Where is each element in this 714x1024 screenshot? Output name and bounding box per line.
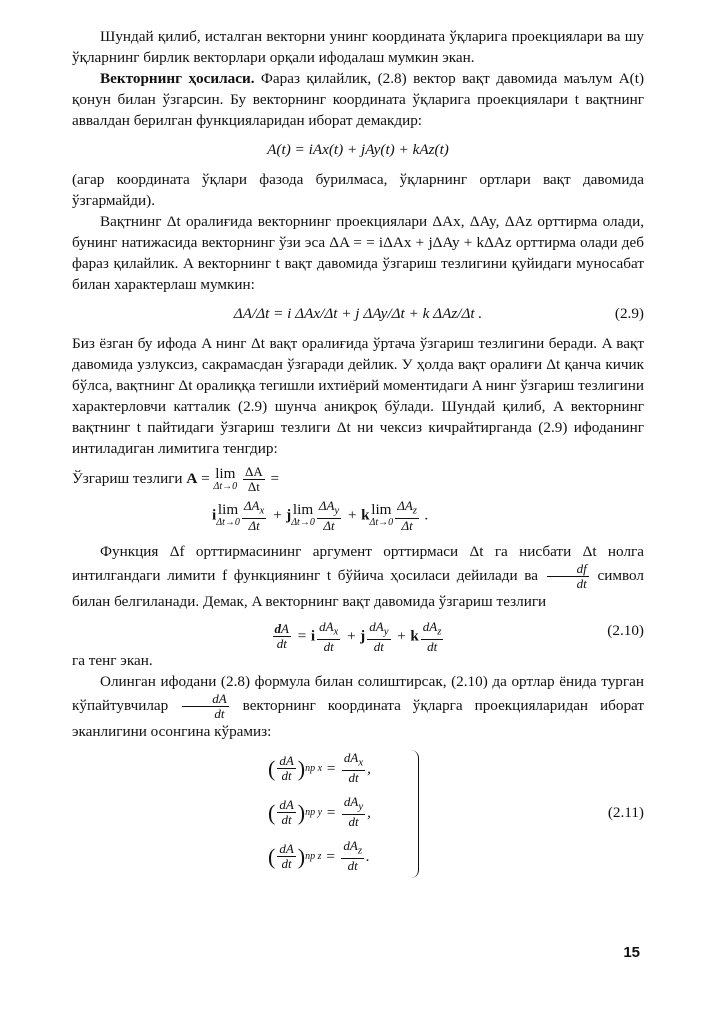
paragraph-2 xyxy=(72,68,644,131)
equation-a-of-t-body: A(t) = iAx(t) + jAy(t) + kAz(t) xyxy=(267,141,449,158)
paragraph-7: га тенг экан. xyxy=(72,652,153,669)
section-heading: Векторнинг ҳосиласи. xyxy=(100,70,255,87)
equation-2-9-body: ΔA/Δt = i ΔAx/Δt + j ΔAy/Δt + k ΔAz/Δt . xyxy=(233,305,483,322)
paragraph-5: Биз ёзган бу ифода A нинг Δt вақт оралиғида ўртача ўзгариш тезлигини беради. A вақт давомида узлуксиз, сакрамасдан ўзгаради дейлик. У ҳолда вақт оралиғи Δt қанча кичик бўлса, вақтнинг Δt оралиққа тегишли ихтиёрий моментидаги A нинг ўзгариш тезлигини характерловчи катталик (2.9) шунча аниқроқ бўлади. Шундай қилиб, A векторнинг вақтнинг t пайтидаги ўзгариш тезлиги Δt ни чексиз кичрайтирганда (2.9) ифоданинг интиладиган лимитига тенгдир: xyxy=(72,335,644,457)
page-body xyxy=(72,26,644,886)
equation-2-10-number: (2.10) xyxy=(607,622,644,639)
paragraph-6-a: Функция Δf орттирмасининг аргумент орттирмаси Δt га нисбати Δt нолга интилгандаги лимити f функциянинг t бўйича ҳосиласи дейилади ва xyxy=(72,543,644,584)
paragraph-6-b: символ билан белгиланади. Демак, A векторнинг вақт давомида ўзгариш тезлиги xyxy=(72,566,644,610)
paragraph-1: Шундай қилиб, исталган векторни унинг координата ўқларига проекциялари ва шу ўқларнинг бирлик векторлари орқали ифодалаш мумкин экан. xyxy=(72,28,644,66)
paragraph-3: (агар координата ўқлари фазода бурилмаса, ўқларнинг ортлари вақт давомида ўзгармайди). xyxy=(72,171,644,209)
equation-2-11-row-x: ( $\frac{dA}{dt}$ ) пр x = $\frac{dA_x}{dt}$ , xyxy=(268,750,371,785)
paragraph-6: Функция Δf орттирмасининг аргумент орттирмаси Δt га нисбати Δt нолга интилгандаги лимити f функциянинг t бўйича ҳосиласи дейилади ва $\frac{df}{dt}$ символ билан белгиланади. Демак, A векторнинг вақт давомида ўзгариш тезлиги xyxy=(72,543,644,610)
equation-a-of-t xyxy=(72,133,644,165)
equation-2-11-row-z: ( $\frac{dA}{dt}$ ) пр z = $\frac{dA_z}{dt}$ . xyxy=(268,838,370,873)
equation-2-10: $\frac{dA}{dt}$ = i $\frac{dA_x}{dt}$ + j $\frac{dA_y}{dt}$ + k $\frac{dA_z}{dt}$ (2.10) xyxy=(274,619,644,654)
equation-2-11 xyxy=(72,746,644,886)
equation-limit: Ўзгариш тезлиги A = lim Δt→0 $\frac{\Delta A}{\Delta t}$ = i lim Δt→0 $\frac{\Delta A_x}{\Delta t}$ + j lim Δt→0 $\frac{\Delta A_y}{\Delta t}$ + k lim Δt→0 $\frac{\Delta A_z}{\Delta t}$ . xyxy=(72,464,429,533)
equation-limit-label: Ўзгариш тезлиги xyxy=(72,469,183,487)
paragraph-8-b: векторнинг координата ўқларга проекцияларидан иборат эканлигини осонгина кўрамиз: xyxy=(72,696,645,740)
equation-2-11-row-y: ( $\frac{dA}{dt}$ ) пр y = $\frac{dA_y}{dt}$ , xyxy=(268,794,371,829)
paragraph-4: Вақтнинг Δt оралиғида векторнинг проекциялари ΔAx, ΔAy, ΔAz орттирма олади, бунинг натижасида векторнинг ўзи эса ΔA = = iΔAx + jΔAy + kΔAz орттирма олади деб фараз қилайлик. A векторнинг t вақт давомида ўзгариш тезлигини қуйидаги муносабат билан характерлаш мумкин: xyxy=(72,213,644,293)
paragraph-2-text: Фараз қилайлик, (2.8) вектор вақт давомида маълум A(t) қонун билан ўзгарсин. Бу векторнинг координата ўқларига проекциялари t вақтнинг аввалдан берилган функцияларидан иборат демакдир: xyxy=(72,70,644,129)
equation-2-11-number: (2.11) xyxy=(607,804,644,821)
equation-2-9 xyxy=(72,297,644,329)
paragraph-8: Олинган ифодани (2.8) формула билан солиштирсак, (2.10) да ортлар ёнида турган кўпайтувчилар $\frac{dA}{dt}$ векторнинг координата ўқларга проекцияларидан иборат эканлигини осонгина кўрамиз: xyxy=(72,673,645,740)
page-number: 15 xyxy=(623,944,640,961)
equation-2-9-number: (2.9) xyxy=(614,305,644,322)
right-brace xyxy=(410,750,419,878)
paragraph-8-a: Олинган ифодани (2.8) формула билан солиштирсак, (2.10) да ортлар ёнида турган кўпайтувчилар xyxy=(72,673,644,714)
